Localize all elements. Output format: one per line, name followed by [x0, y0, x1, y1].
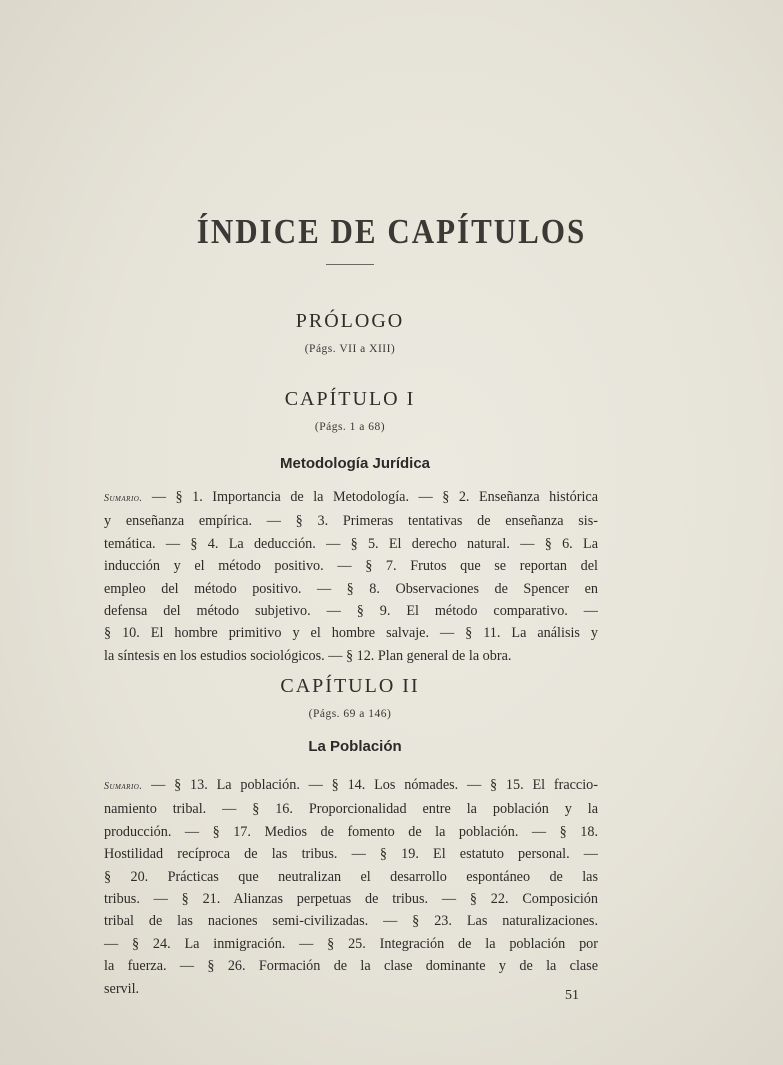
- summary-line: § 20. Prácticas que neutralizan el desarrollo espontáneo de las: [104, 868, 598, 885]
- summary-line: — § 24. La inmigración. — § 25. Integración de la población por: [104, 935, 598, 952]
- summary-line: la fuerza. — § 26. Formación de la clase dominante y de la clase: [104, 958, 598, 975]
- summary-line: Hostilidad recíproca de las tribus. — § 19. El estatuto personal. —: [104, 846, 598, 863]
- summary-line: servil.: [104, 980, 140, 997]
- summary-line: tribal de las naciones semi-civilizadas. — § 23. Las naturalizaciones.: [104, 913, 598, 930]
- summary-line: Sumario. — § 1. Importancia de la Metodología. — § 2. Enseñanza histórica: [104, 489, 598, 505]
- summary-line: § 10. El hombre primitivo y el hombre salvaje. — § 11. La análisis y: [104, 625, 598, 642]
- prologue-pages: (Págs. VII a XIII): [304, 343, 396, 355]
- page-number: 51: [565, 988, 579, 1003]
- summary-line: defensa del método subjetivo. — § 9. El método comparativo. —: [104, 603, 598, 620]
- page-title: ÍNDICE DE CAPÍTULOS: [196, 211, 587, 252]
- summary-line: producción. — § 17. Medios de fomento de la población. — § 18.: [104, 823, 598, 840]
- chapter1-subtitle: Metodología Jurídica: [279, 455, 430, 472]
- summary-line: y enseñanza empírica. — § 3. Primeras tentativas de enseñanza sis-: [104, 513, 598, 530]
- summary-line: namiento tribal. — § 16. Proporcionalidad entre la población y la: [104, 801, 598, 818]
- chapter2-pages: (Págs. 69 a 146): [308, 708, 392, 720]
- summary-label: Sumario.: [104, 781, 143, 792]
- chapter1-heading: CAPÍTULO I: [284, 388, 416, 410]
- summary-line: empleo del método positivo. — § 8. Observaciones de Spencer en: [104, 580, 598, 597]
- chapter1-summary: [104, 486, 598, 667]
- chapter2-subtitle: La Población: [308, 738, 402, 755]
- summary-line: la síntesis en los estudios sociológicos. — § 12. Plan general de la obra.: [104, 647, 512, 664]
- chapter2-summary: [104, 774, 598, 1000]
- summary-line: Sumario. — § 13. La población. — § 14. Los nómades. — § 15. El fraccio-: [104, 777, 598, 793]
- title-rule: [326, 264, 374, 265]
- summary-line: inducción y el método positivo. — § 7. Frutos que se reportan del: [104, 558, 598, 575]
- prologue-heading: PRÓLOGO: [295, 310, 405, 332]
- summary-label: Sumario.: [104, 493, 143, 504]
- chapter1-pages: (Págs. 1 a 68): [314, 421, 386, 433]
- summary-line: temática. — § 4. La deducción. — § 5. El derecho natural. — § 6. La: [104, 535, 598, 552]
- summary-line: tribus. — § 21. Alianzas perpetuas de tribus. — § 22. Composición: [104, 891, 598, 908]
- chapter2-heading: CAPÍTULO II: [280, 675, 420, 697]
